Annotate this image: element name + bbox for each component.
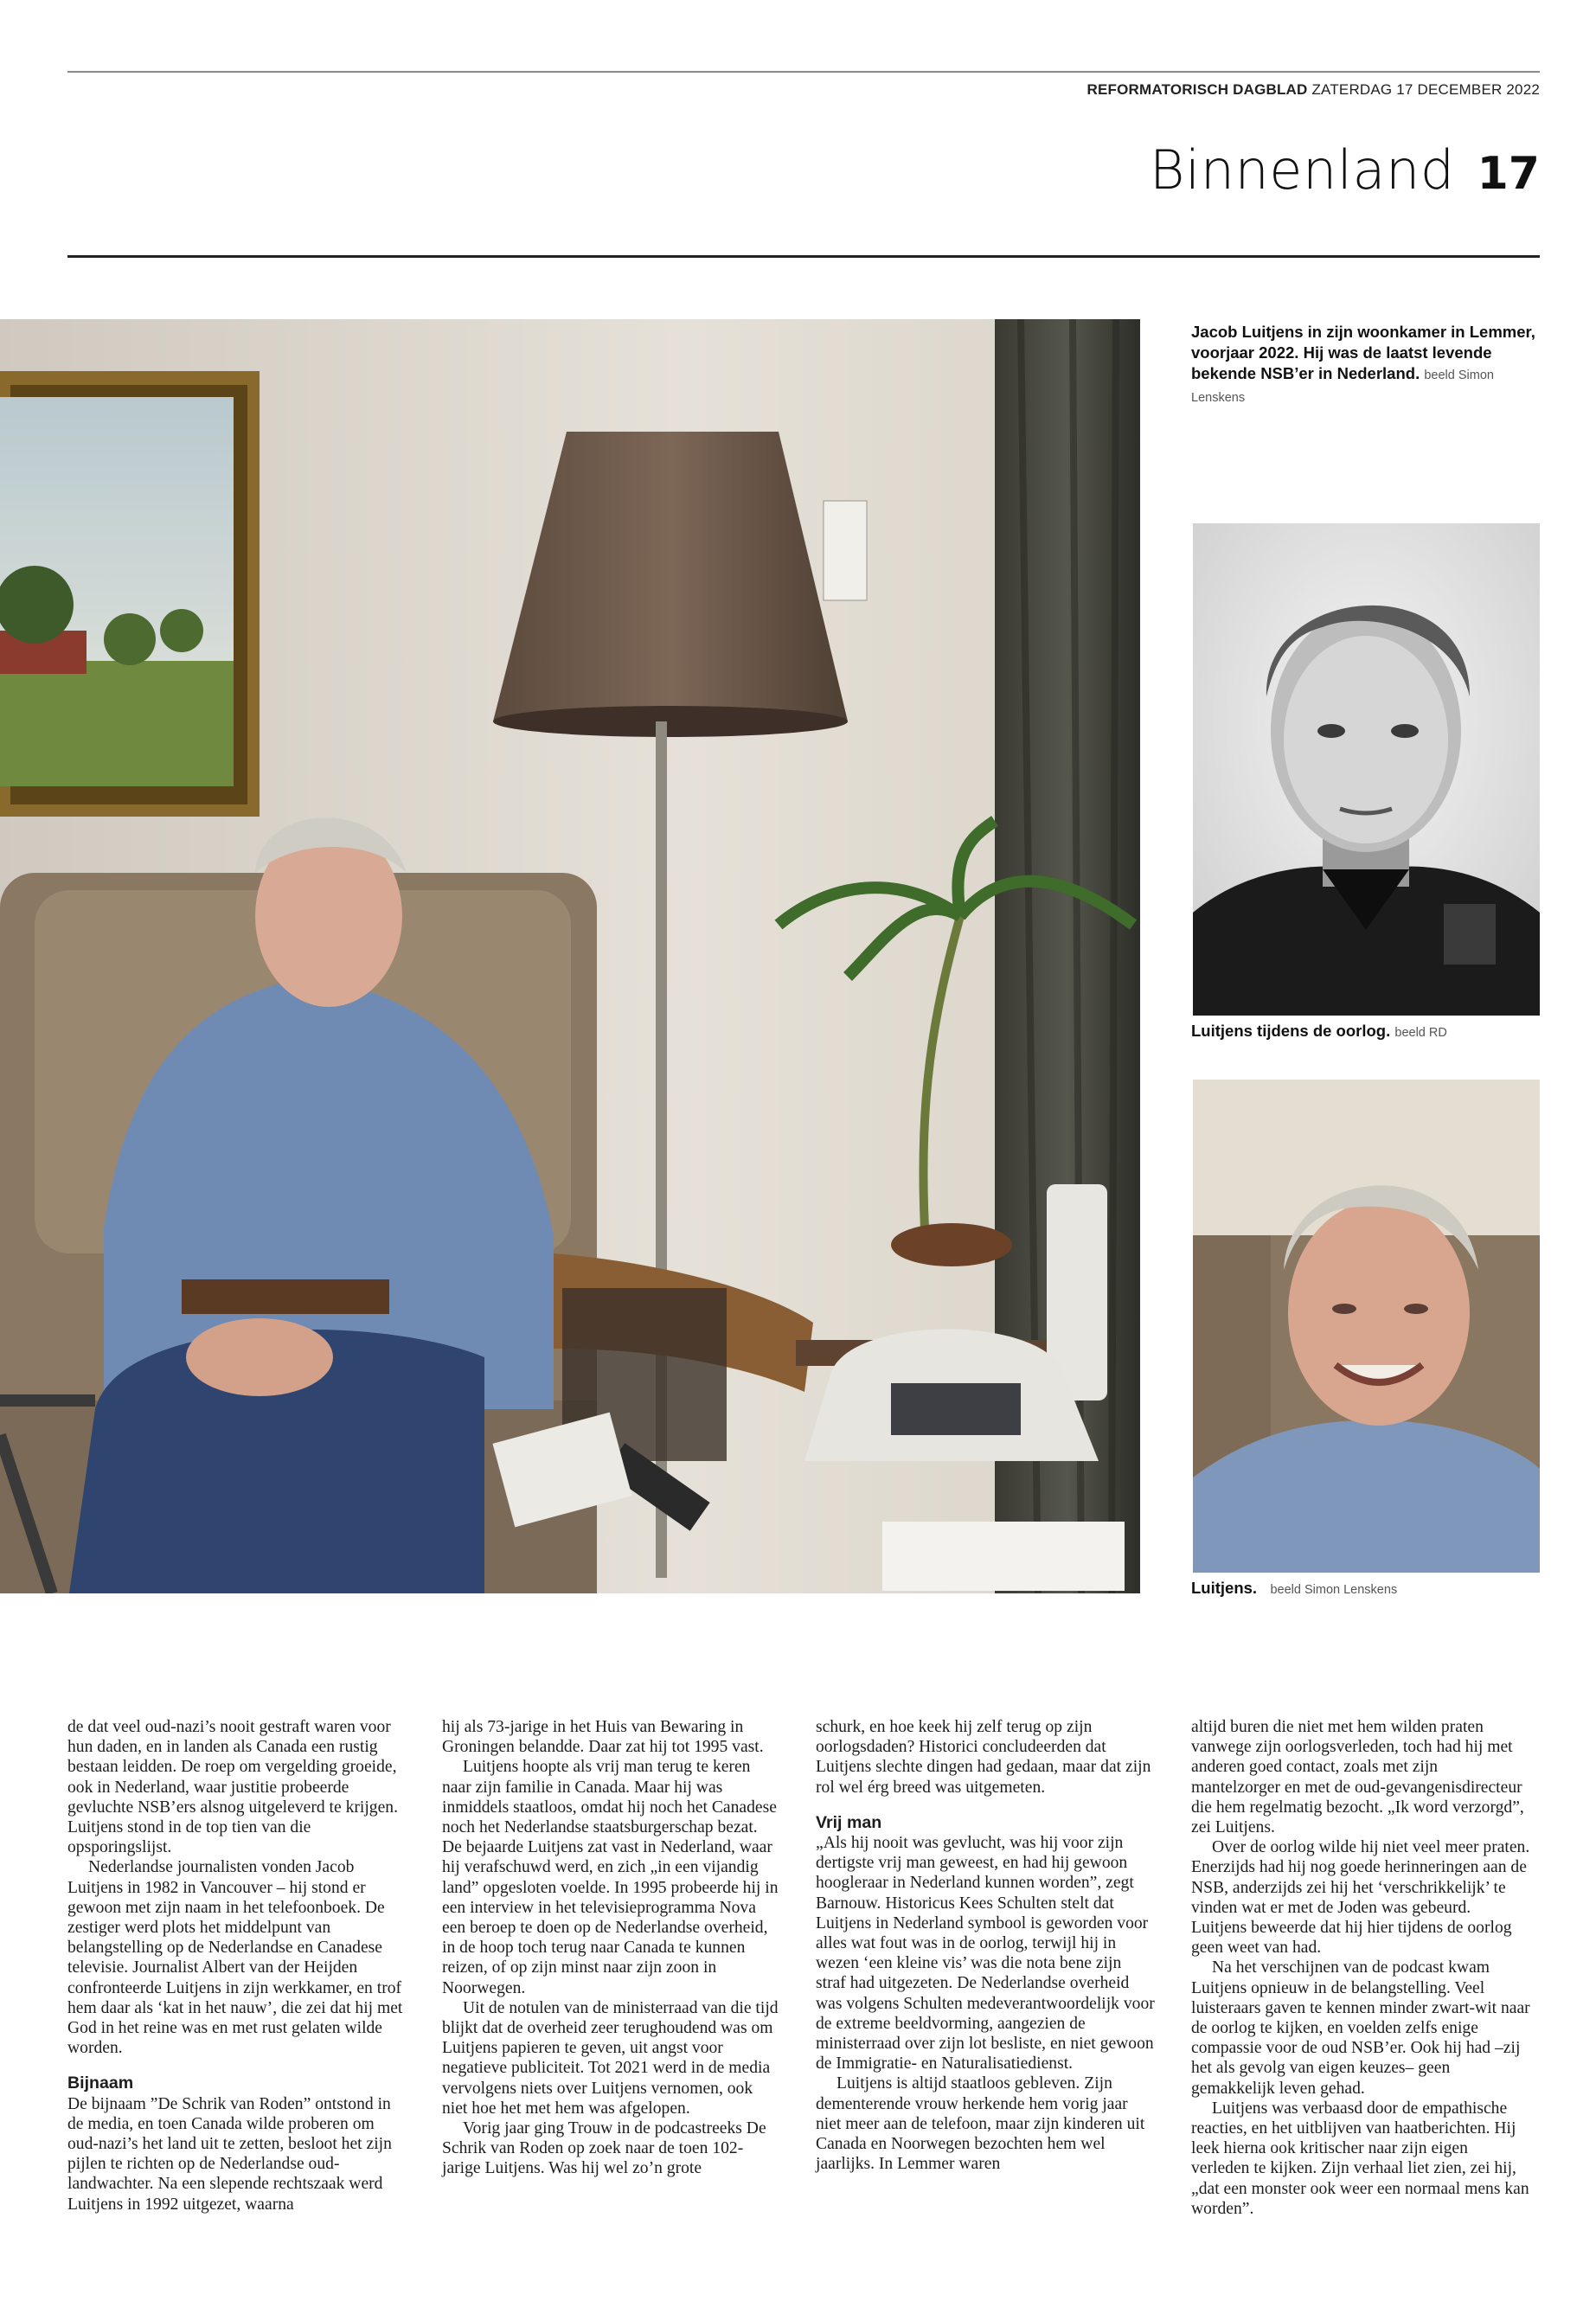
article-column-4 bbox=[1191, 1717, 1530, 2219]
article-paragraph: Na het verschijnen van de podcast kwam Luitjens opnieuw in de belangstelling. Veel luisteraars gaven te kennen minder zwart-wit naar de oorlog te kijken, en voelden zelfs enige compassie voor de oud NSB’er. Ook hij had –zij het als gevolg van eigen keuzes– geen gemakkelijk leven gehad. bbox=[1191, 1958, 1530, 2098]
article-paragraph: altijd buren die niet met hem wilden praten vanwege zijn oorlogsverleden, toch had hij met anderen goed contact, zoals met zijn mantelzorger en met de oud-gevangenisdirecteur die hem regelmatig bezocht. „Ik word verzorgd”, zei Luitjens. bbox=[1191, 1718, 1524, 1837]
recent-photo-caption bbox=[1191, 1578, 1537, 1600]
section-name: Binnenland bbox=[1149, 138, 1455, 202]
section-heading bbox=[1150, 138, 1540, 202]
main-caption-credit: beeld Simon Lenskens bbox=[1191, 369, 1494, 405]
newspaper-name: REFORMATORISCH DAGBLAD bbox=[1086, 81, 1308, 98]
now-caption-text: Luitjens. bbox=[1191, 1579, 1258, 1597]
subheading-vrij-man: Vrij man bbox=[816, 1812, 882, 1832]
article-paragraph: hij als 73-jarige in het Huis van Bewaring in Groningen belandde. Daar zat hij tot 1995 vast. bbox=[442, 1718, 764, 1757]
article-paragraph: Luitjens is altijd staatloos gebleven. Zijn dementerende vrouw herkende hem vorig jaar niet meer aan de telefoon, maar zijn kinderen uit Canada en Noorwegen bezochten hem wel jaarlijks. In Lemmer waren bbox=[816, 2074, 1145, 2174]
recent-portrait-photo bbox=[1193, 1080, 1540, 1573]
article-paragraph: schurk, en hoe keek hij zelf terug op zijn oorlogsdaden? Historici concludeerden dat Luitjens slechte dingen had gedaan, maar dat zijn rol wel érg breed was uitgemeten. bbox=[816, 1718, 1151, 1797]
main-photo-caption bbox=[1191, 322, 1537, 408]
article-paragraph: Luitjens was verbaasd door de empathische reacties, en het uitblijven van haatberichten. Hij leek hierna ook kritischer naar zijn eigen verleden te kijken. Zijn verhaal liet zien, zei hij, „dat een monster ook weer een normaal mens kan worden”. bbox=[1191, 2099, 1529, 2218]
page-number: 17 bbox=[1477, 148, 1540, 200]
article-paragraph: de dat veel oud-nazi’s nooit gestraft waren voor hun daden, en in landen als Canada een rustig bestaan leidden. De roep om vergelding groeide, ook in Nederland, waar justitie probeerde gevluchte NSB’ers alsnog uitgeleverd te krijgen. Luitjens stond in de top tien van die opsporingslijst. bbox=[67, 1718, 398, 1857]
article-column-3 bbox=[816, 1717, 1155, 2174]
article-paragraph: Nederlandse journalisten vonden Jacob Luitjens in 1982 in Vancouver – hij stond er gewoon met zijn naam in het telefoonboek. De zestiger werd plots het middelpunt van belangstelling op de Nederlandse en Canadese televisie. Journalist Albert van der Heijden confronteerde Luitjens in zijn werkkamer, en trof hem daar als ‘kat in het nauw’, die zei dat hij met God in het reine was en met rust gelaten wilde worden. bbox=[67, 1858, 403, 2058]
header-rule bbox=[67, 255, 1540, 258]
wartime-photo-caption bbox=[1191, 1021, 1537, 1043]
article-paragraph: De bijnaam ”De Schrik van Roden” ontstond in de media, en toen Canada wilde proberen om oud-nazi’s het land uit te zetten, besloot het zijn pijlen te richten op de Nederlandse oud-landwachter. Na een slepende rechtszaak werd Luitjens in 1992 uitgezet, waarna bbox=[67, 2094, 392, 2214]
article-paragraph: Uit de notulen van de ministerraad van die tijd blijkt dat de overheid zeer terughoudend was om Luitjens papieren te geven, uit angst voor negatieve publiciteit. Tot 2021 werd in de media vervolgens niets over Luitjens vernomen, ook niet hoe het met hem was afgelopen. bbox=[442, 1998, 779, 2118]
top-rule bbox=[67, 71, 1540, 73]
article-column-2 bbox=[442, 1717, 781, 2179]
subheading-bijnaam: Bijnaam bbox=[67, 2073, 134, 2093]
war-caption-text: Luitjens tijdens de oorlog. bbox=[1191, 1022, 1391, 1040]
now-caption-credit: beeld Simon Lenskens bbox=[1270, 1583, 1398, 1597]
article-paragraph: Luitjens hoopte als vrij man terug te keren naar zijn familie in Canada. Maar hij was inmiddels staatloos, omdat hij noch het Canadese noch het Nederlandse staatsburgerschap bezat. De bejaarde Luitjens zat vast in Nederland, waar hij verafschuwd werd, en zich „in een vijandig land” opgesloten voelde. In 1995 probeerde hij in een interview in het televisieprogramma Nova een beroep te doen op de Nederlandse overheid, in de hoop toch terug naar Canada te kunnen reizen, of op zijn minst naar zijn zoon in Noorwegen. bbox=[442, 1758, 779, 1997]
war-caption-credit: beeld RD bbox=[1394, 1026, 1447, 1040]
main-photo-living-room bbox=[0, 319, 1140, 1593]
main-caption-text: Jacob Luitjens in zijn woonkamer in Lemmer, voorjaar 2022. Hij was de laatst levende bekende NSB’er in Nederland. bbox=[1191, 323, 1535, 382]
wartime-portrait-photo bbox=[1193, 523, 1540, 1016]
article-paragraph: Vorig jaar ging Trouw in de podcastreeks De Schrik van Roden op zoek naar de toen 102-jarige Luitjens. Was hij wel zo’n grote bbox=[442, 2119, 766, 2178]
article-paragraph: „Als hij nooit was gevlucht, was hij voor zijn dertigste vrij man geweest, en had hij gewoon hoogleraar in Nederland kunnen worden”, zegt Barnouw. Historicus Kees Schulten stelt dat Luitjens in Nederland symbool is geworden voor alles wat fout was in de oorlog, terwijl hij in wezen ‘een kleine vis’ was die nota bene zijn straf had uitgezeten. De Nederlandse overheid was volgens Schulten medeverantwoordelijk voor de extreme beeldvorming, aangezien de ministerraad over zijn lot besliste, en niet gewoon de Immigratie- en Naturalisatiedienst. bbox=[816, 1834, 1155, 2073]
masthead bbox=[1087, 81, 1540, 99]
article-column-1 bbox=[67, 1717, 407, 2214]
issue-date: ZATERDAG 17 DECEMBER 2022 bbox=[1311, 81, 1540, 98]
article-paragraph: Over de oorlog wilde hij niet veel meer praten. Enerzijds had hij nog goede herinneringen aan de NSB, anderzijds zei hij het ‘verschrikkelijk’ te vinden wat er met de Joden was gebeurd. Luitjens beweerde dat hij hier tijdens de oorlog geen weet van had. bbox=[1191, 1838, 1530, 1958]
